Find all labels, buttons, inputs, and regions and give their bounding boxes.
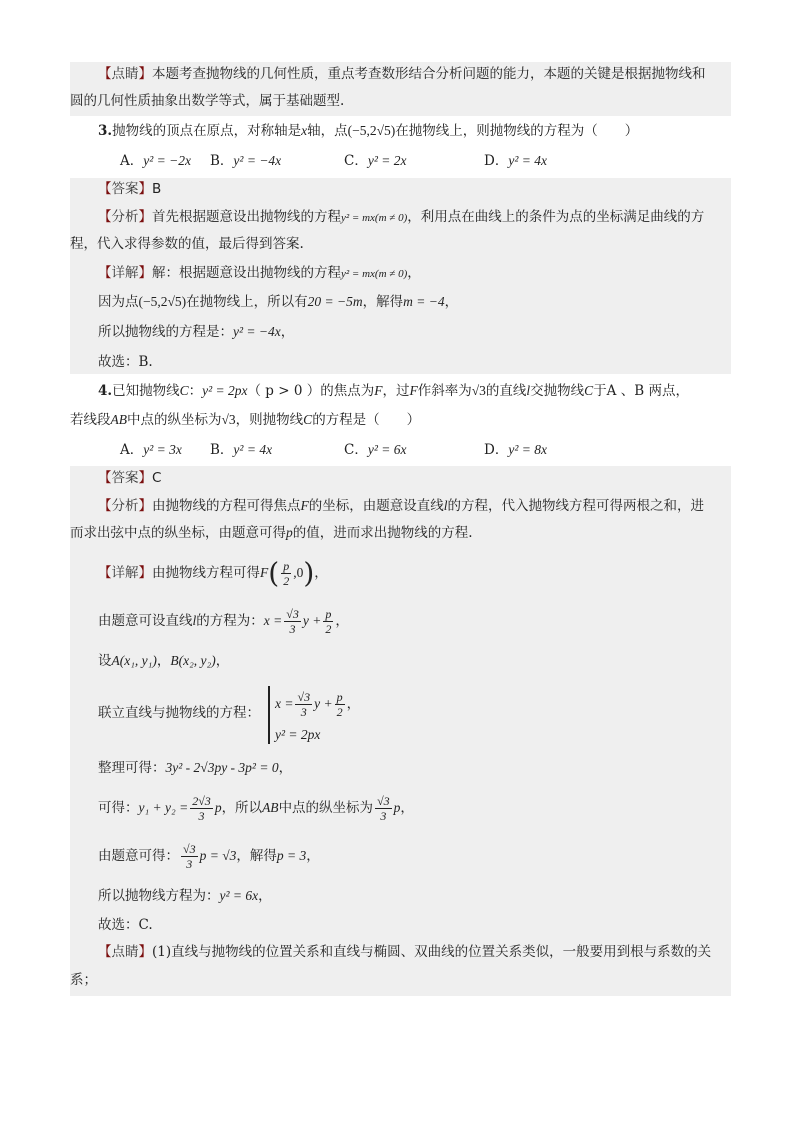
detail-4-line-7: 由题意可得： $\frac{√3}{3}$ p = √3，解得p = 3， <box>98 842 320 871</box>
detail-3-line-1: 【详解】解：根据题意设出抛物线的方程y² = mx(m ≠ 0)， <box>98 265 421 281</box>
detail-4-line-3: 设A(x₁, y₁)，B(x₂, y₂)， <box>98 653 230 669</box>
note-4-line-1: 【点睛】(1)直线与抛物线的位置关系和直线与椭圆、双曲线的位置关系类似，一般要用到根与系数的关 <box>98 944 712 960</box>
analysis-3-line-2: 程，代入求得参数的值，最后得到答案. <box>70 236 304 252</box>
question-4-stem-line-1: 4.已知抛物线C：y² = 2px（ p > 0 ）的焦点为F，过F作斜率为√3的直线l交抛物线C于A 、B 两点， <box>98 383 689 399</box>
question-3-option-a: A．y² = −2x <box>120 153 192 169</box>
analysis-4-line-1: 【分析】由抛物线的方程可得焦点F的坐标，由题意设直线l的方程，代入抛物线方程可得两根之和，进 <box>98 498 705 514</box>
note-line-2: 圆的几何性质抽象出数学等式，属于基础题型. <box>70 93 345 109</box>
question-3-option-d: D．y² = 4x <box>484 153 547 169</box>
system-eq-1: x = $\frac{√3}{3}$ y + $\frac{p}{2}$ ， <box>275 690 361 719</box>
detail-3-line-3: 所以抛物线的方程是：y² = −4x， <box>98 324 295 340</box>
solution-4-block <box>70 466 731 996</box>
question-4-option-d: D．y² = 8x <box>484 442 547 458</box>
analysis-4-line-2: 而求出弦中点的纵坐标，由题意可得p的值，进而求出抛物线的方程. <box>70 525 473 541</box>
question-3-option-b: B．y² = −4x <box>210 153 282 169</box>
question-4-option-c: C．y² = 6x <box>344 442 407 458</box>
detail-4-line-6: 可得：y₁ + y₂ = $\frac{2√3}{3}$ p，所以AB中点的纵坐标为 $\frac{√3}{3}$ p， <box>98 794 414 823</box>
detail-4-line-2: 由题意可设直线l的方程为：x = $\frac{√3}{3}$ y + $\frac{p}{2}$ ， <box>98 607 349 636</box>
question-4-option-a: A．y² = 3x <box>120 442 182 458</box>
note-tag: 【点睛】 <box>98 66 152 82</box>
detail-4-line-9: 故选：C. <box>98 917 153 933</box>
system-eq-2: y² = 2px <box>275 727 321 742</box>
note-4-line-2: 系； <box>70 972 97 988</box>
detail-3-line-2: 因为点(−5,2√5)在抛物线上，所以有20 = −5m，解得m = −4， <box>98 294 459 310</box>
detail-4-line-8: 所以抛物线方程为：y² = 6x， <box>98 888 272 904</box>
detail-3-line-4: 故选：B. <box>98 354 153 370</box>
question-4-option-b: B．y² = 4x <box>210 442 273 458</box>
detail-4-line-4: 联立直线与抛物线的方程： <box>98 705 260 721</box>
note-line-1: 【点睛】本题考查抛物线的几何性质，重点考查数形结合分析问题的能力，本题的关键是根据抛物线和 <box>98 66 706 82</box>
detail-4-line-1: 【详解】由抛物线方程可得F( $\frac{p}{2}$ ,0)， <box>98 556 328 590</box>
question-4-stem-line-2: 若线段AB中点的纵坐标为√3，则抛物线C的方程是（ ） <box>70 412 421 428</box>
question-3-option-c: C．y² = 2x <box>344 153 407 169</box>
detail-4-line-5: 整理可得：3y² - 2√3py - 3p² = 0， <box>98 760 293 776</box>
question-3-stem: 3.抛物线的顶点在原点，对称轴是x轴，点(−5,2√5)在抛物线上，则抛物线的方程为（ ） <box>98 123 639 139</box>
answer-3: 【答案】B <box>98 181 162 197</box>
system-brace <box>268 686 274 744</box>
answer-4: 【答案】C <box>98 470 162 486</box>
analysis-3-line-1: 【分析】首先根据题意设出抛物线的方程y² = mx(m ≠ 0)，利用点在曲线上的条件为点的坐标满足曲线的方 <box>98 209 705 225</box>
